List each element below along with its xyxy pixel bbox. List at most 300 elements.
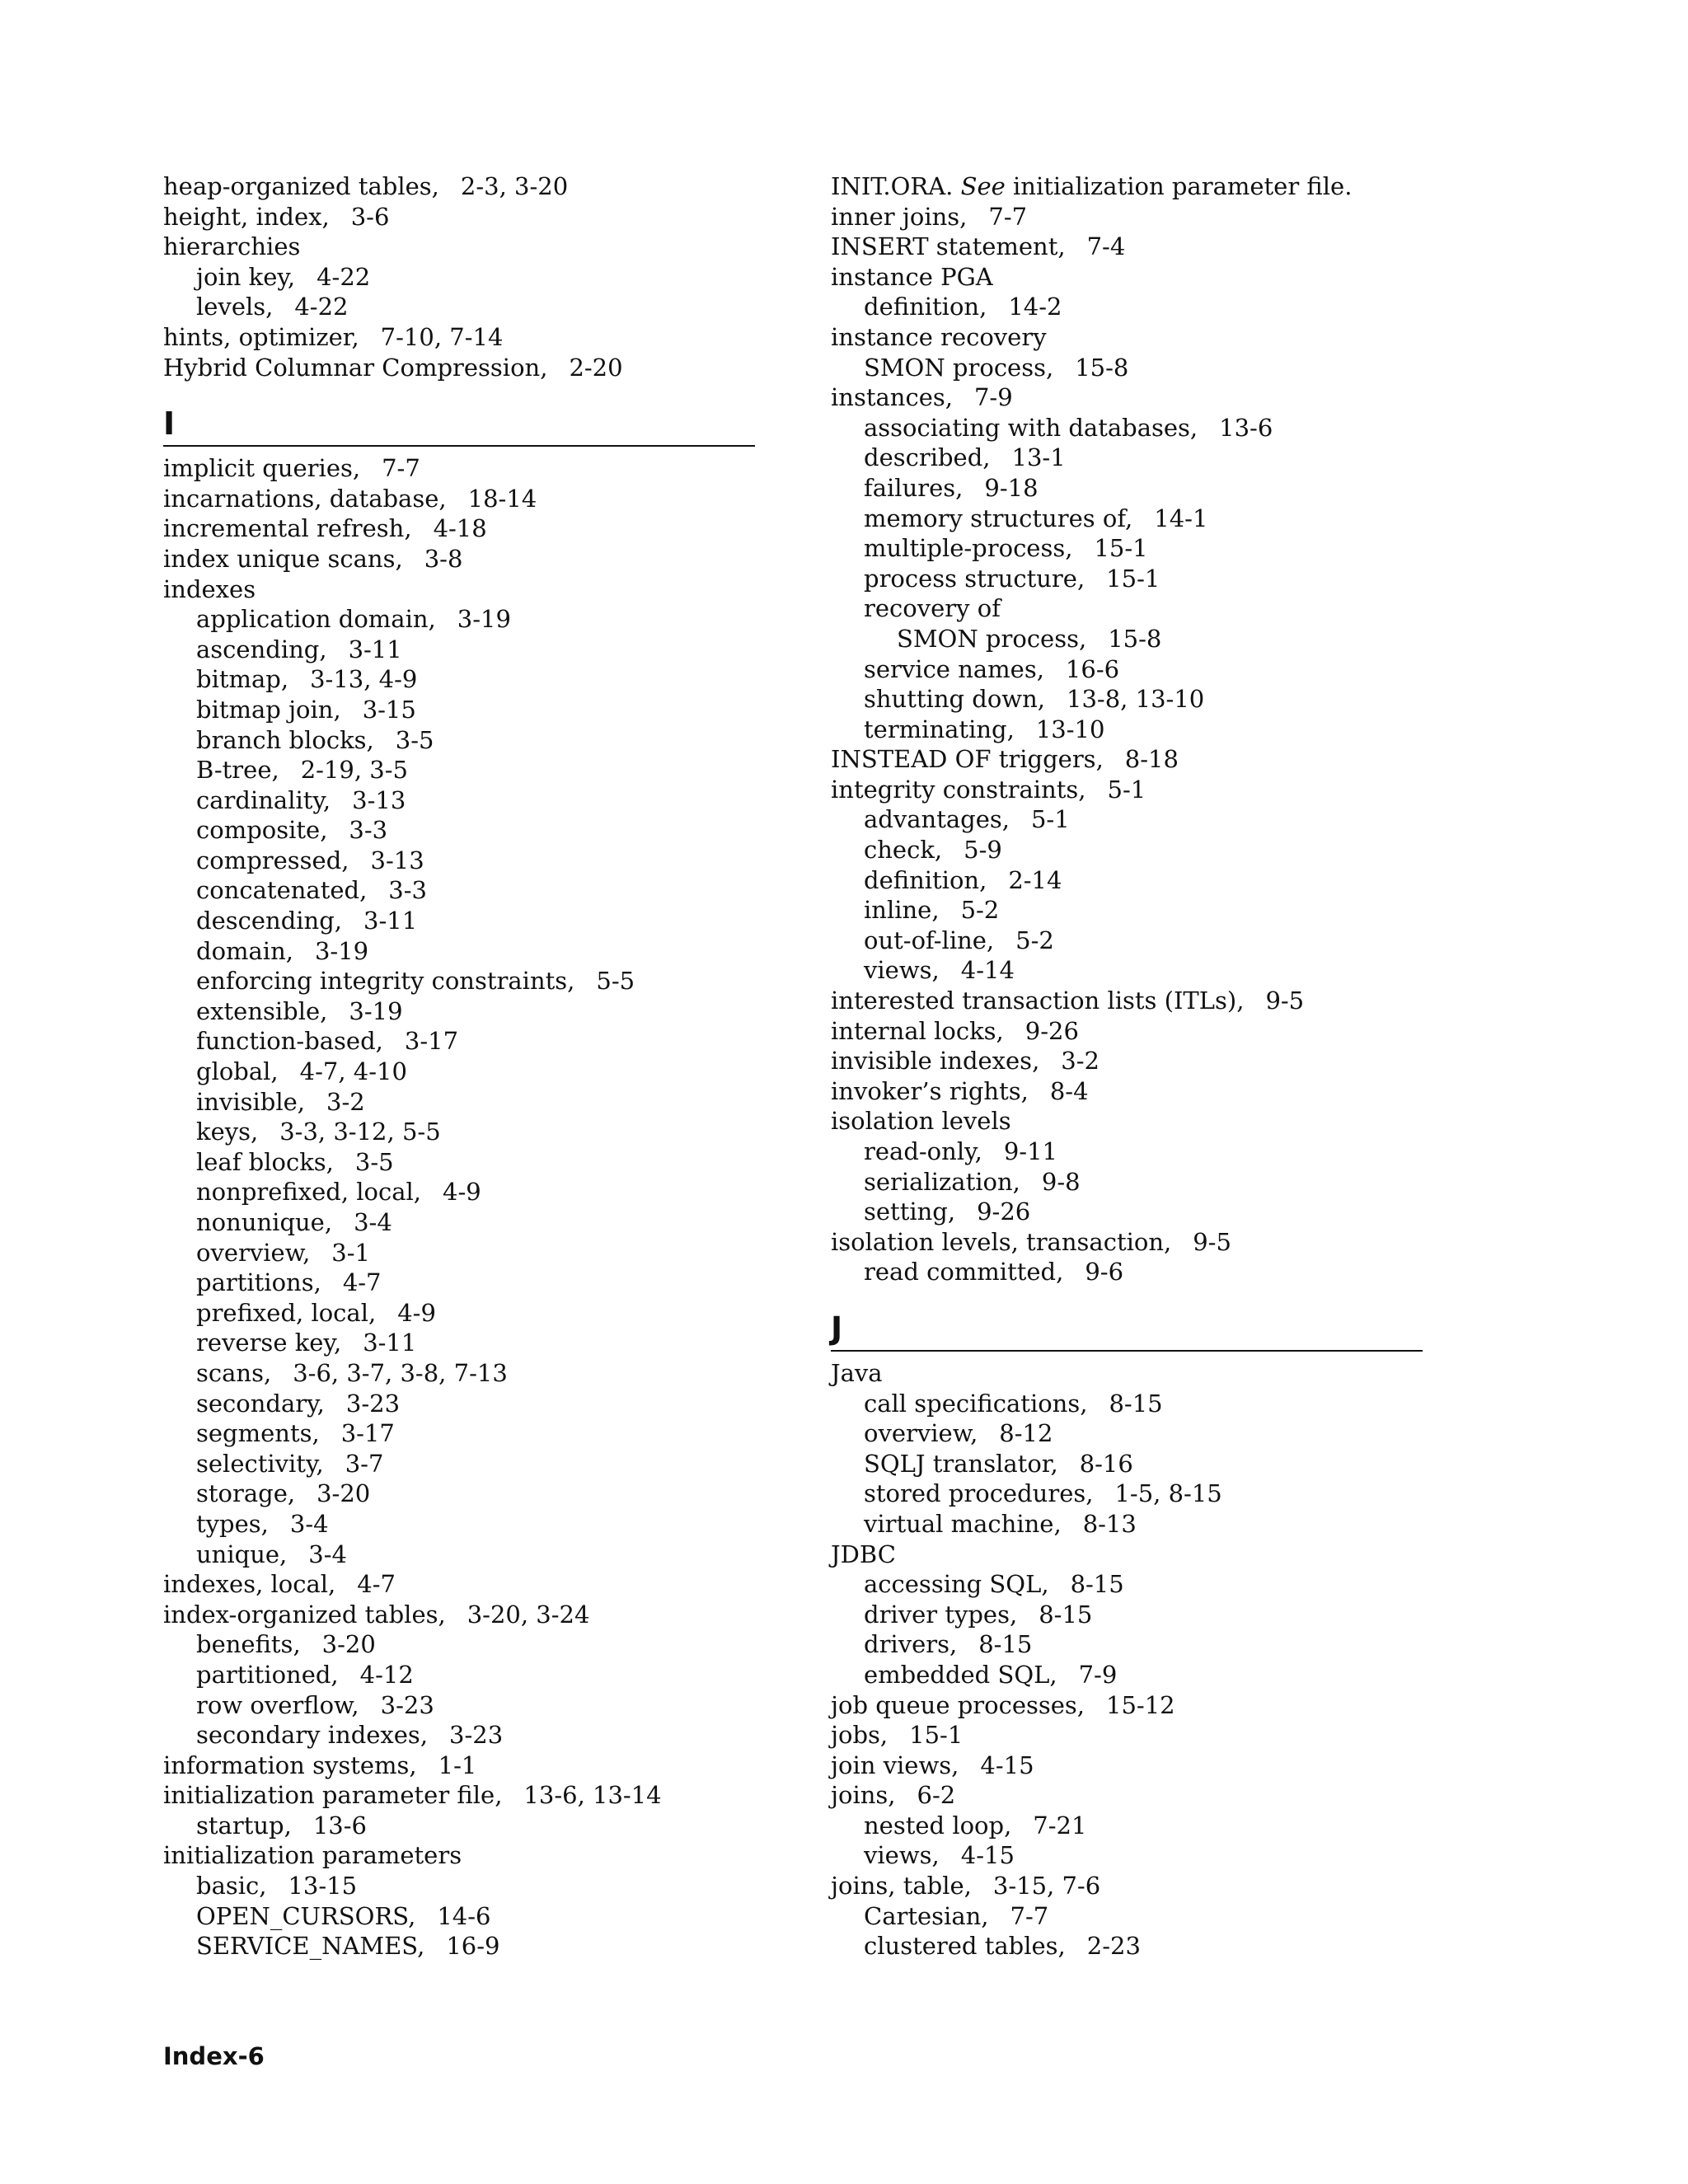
index-subentry — [163, 664, 757, 695]
index-term: Java — [831, 1358, 883, 1387]
index-term: bitmap, — [196, 665, 289, 694]
index-term: descending, — [196, 907, 342, 935]
index-subentry — [163, 1811, 757, 1841]
index-page-refs: 3-20 — [316, 1479, 371, 1508]
index-term: drivers, — [864, 1630, 958, 1659]
index-term: advantages, — [864, 805, 1010, 834]
index-term: unique, — [196, 1540, 288, 1568]
index-subentry — [163, 1540, 757, 1570]
index-term: isolation levels, transaction, — [831, 1227, 1172, 1256]
index-page-refs: 8-15 — [1070, 1570, 1124, 1599]
index-page-refs: 4-22 — [316, 262, 371, 291]
index-subentry — [163, 815, 757, 846]
index-subentry — [831, 473, 1424, 504]
index-term: implicit queries, — [163, 454, 361, 483]
index-term: heap-organized tables, — [163, 172, 439, 200]
index-term: SMON process, — [864, 353, 1054, 382]
index-page-refs: 3-17 — [340, 1419, 395, 1448]
index-entry — [163, 1840, 757, 1871]
index-subentry — [831, 1931, 1424, 1961]
index-subentry — [163, 1238, 757, 1268]
index-page-refs: 3-15 — [362, 695, 416, 724]
index-term: scans, — [196, 1358, 272, 1387]
index-page-refs: 9-8 — [1041, 1167, 1081, 1196]
index-page-refs: 3-1 — [331, 1238, 370, 1267]
index-term: global, — [196, 1057, 279, 1086]
index-page-refs: 15-1 — [1094, 534, 1148, 563]
index-subentry — [831, 1660, 1424, 1690]
index-page-refs: 4-7 — [342, 1268, 382, 1297]
index-term: definition, — [864, 865, 987, 894]
index-page-refs: 4-18 — [433, 514, 487, 543]
index-subentry — [831, 292, 1424, 322]
index-page-refs: 1-5, 8-15 — [1114, 1479, 1222, 1508]
index-page-refs: 3-4 — [289, 1509, 329, 1538]
index-entry — [831, 1106, 1424, 1137]
index-subentry — [163, 1298, 757, 1329]
index-entry — [163, 322, 757, 353]
index-page-refs: 7-7 — [988, 202, 1028, 231]
index-entry — [831, 322, 1424, 353]
index-term: read committed, — [864, 1258, 1064, 1286]
index-term: invisible indexes, — [831, 1047, 1040, 1076]
index-page-refs: 3-5 — [395, 725, 434, 754]
index-subentry — [831, 1479, 1424, 1509]
index-entry — [831, 1540, 1424, 1570]
index-page-refs: 14-1 — [1154, 504, 1208, 532]
index-term: service names, — [864, 654, 1044, 683]
index-entry — [831, 1780, 1424, 1811]
index-subentry — [831, 684, 1424, 715]
index-term: secondary indexes, — [196, 1721, 429, 1750]
index-entry — [831, 1016, 1424, 1047]
index-section-heading: I — [163, 382, 755, 447]
index-term: index unique scans, — [163, 544, 403, 573]
index-term: INSERT statement, — [831, 232, 1066, 261]
index-term: partitioned, — [196, 1660, 339, 1689]
index-page-refs: 3-2 — [1061, 1047, 1100, 1076]
index-page-refs: 4-9 — [443, 1178, 481, 1207]
index-page-refs: 5-2 — [1015, 926, 1054, 954]
index-term: Hybrid Columnar Compression, — [163, 353, 548, 382]
index-page-refs: 4-7, 4-10 — [299, 1057, 407, 1086]
index-entry — [163, 453, 757, 484]
index-entry — [831, 1720, 1424, 1750]
index-term: terminating, — [864, 715, 1015, 743]
index-entry — [831, 1046, 1424, 1076]
index-subentry — [831, 1509, 1424, 1540]
index-page-refs: 3-6, 3-7, 3-8, 7-13 — [293, 1358, 508, 1387]
index-page-refs: 3-17 — [404, 1027, 459, 1056]
index-term: basic, — [196, 1872, 267, 1900]
index-page-refs: 5-5 — [596, 967, 635, 996]
index-page-refs: 3-23 — [345, 1389, 401, 1418]
index-page-refs: 4-12 — [359, 1660, 414, 1689]
index-term: shutting down, — [864, 685, 1046, 714]
index-term: joins, — [831, 1781, 896, 1810]
index-subentry — [163, 1389, 757, 1419]
index-page-refs: 8-13 — [1082, 1509, 1137, 1538]
index-term: SERVICE_NAMES, — [196, 1932, 425, 1961]
index-entry — [163, 1750, 757, 1781]
index-entry — [831, 171, 1424, 202]
index-column-left — [163, 171, 757, 1961]
index-subentry — [831, 1600, 1424, 1630]
index-term: domain, — [196, 936, 293, 965]
index-page-refs: 2-19, 3-5 — [300, 756, 409, 785]
index-page-refs: 8-18 — [1124, 745, 1179, 774]
index-subentry — [831, 353, 1424, 383]
index-page-refs: 8-16 — [1079, 1449, 1133, 1478]
index-page-refs: 8-15 — [1109, 1389, 1163, 1418]
index-subentry — [163, 1087, 757, 1118]
index-page-refs: 9-26 — [1025, 1016, 1079, 1045]
index-term: setting, — [864, 1197, 956, 1226]
index-subentry — [163, 292, 757, 322]
index-term: isolation levels — [831, 1107, 1011, 1136]
index-page-refs: 13-8, 13-10 — [1067, 685, 1205, 714]
index-entry — [831, 382, 1424, 413]
index-entry — [831, 232, 1424, 262]
index-subentry — [163, 1207, 757, 1238]
index-subentry — [831, 804, 1424, 835]
index-term: read-only, — [864, 1137, 982, 1165]
index-subentry — [163, 936, 757, 967]
index-subentry — [831, 715, 1424, 745]
index-entry — [831, 1076, 1424, 1107]
index-entry — [831, 744, 1424, 775]
index-page-refs: 3-4 — [308, 1540, 347, 1568]
index-page-refs: 7-7 — [1010, 1901, 1049, 1930]
index-page-refs: 2-14 — [1008, 865, 1062, 894]
index-page-refs: 13-6 — [1219, 413, 1273, 442]
index-page-refs: 5-1 — [1107, 775, 1146, 804]
index-term: inner joins, — [831, 202, 968, 231]
index-term: index-organized tables, — [163, 1600, 446, 1629]
index-subentry — [831, 865, 1424, 896]
index-subentry — [163, 1057, 757, 1087]
index-subentry — [163, 1268, 757, 1298]
index-page-refs: 18-14 — [467, 484, 537, 513]
index-term: process structure, — [864, 564, 1085, 593]
index-page-refs: 2-20 — [569, 353, 623, 382]
index-entry — [163, 1600, 757, 1630]
index-term: associating with databases, — [864, 413, 1198, 442]
index-page-refs: 3-19 — [349, 996, 403, 1025]
index-page-refs: 4-7 — [357, 1570, 396, 1599]
index-page-refs: 2-23 — [1086, 1932, 1141, 1961]
index-term: keys, — [196, 1118, 259, 1146]
index-term: jobs, — [831, 1721, 889, 1750]
index-term: driver types, — [864, 1600, 1018, 1629]
index-term: internal locks, — [831, 1016, 1004, 1045]
index-term: indexes, local, — [163, 1570, 336, 1599]
index-subentry — [831, 504, 1424, 534]
index-subentry — [163, 1931, 757, 1961]
index-term: hierarchies — [163, 232, 301, 261]
index-term: composite, — [196, 816, 328, 845]
index-entry — [163, 171, 757, 202]
index-page-refs: 7-10, 7-14 — [380, 322, 504, 351]
index-page-refs: 9-26 — [977, 1197, 1031, 1226]
index-page-refs: 3-4 — [354, 1208, 392, 1236]
index-page-refs: 1-1 — [438, 1750, 477, 1779]
index-subentry — [831, 443, 1424, 473]
index-page-refs: 3-2 — [326, 1087, 365, 1116]
index-term: compressed, — [196, 846, 349, 874]
index-page-refs: 4-22 — [294, 293, 349, 321]
index-term: overview, — [196, 1238, 311, 1267]
index-term: JDBC — [831, 1540, 896, 1568]
index-page-refs: 4-15 — [960, 1841, 1015, 1870]
index-subentry — [831, 413, 1424, 443]
index-subentry — [163, 604, 757, 635]
index-entry — [831, 986, 1424, 1016]
index-subentry — [163, 695, 757, 725]
index-page-refs: 14-2 — [1008, 293, 1062, 321]
index-subentry — [163, 966, 757, 996]
index-term: multiple-process, — [864, 534, 1073, 563]
index-page-refs: 9-6 — [1085, 1258, 1124, 1286]
index-entry — [163, 1569, 757, 1600]
index-entry — [163, 513, 757, 544]
index-page-refs: 13-1 — [1011, 443, 1066, 472]
index-subentry — [831, 1389, 1424, 1419]
index-subentry — [163, 875, 757, 906]
index-term: out-of-line, — [864, 926, 995, 954]
index-entry — [163, 544, 757, 574]
index-subentry — [831, 593, 1424, 624]
index-term: B-tree, — [196, 756, 279, 785]
index-term: interested transaction lists (ITLs), — [831, 987, 1245, 1015]
index-term: segments, — [196, 1419, 320, 1448]
index-page-refs: 3-3, 3-12, 5-5 — [279, 1118, 441, 1146]
index-entry — [831, 775, 1424, 805]
index-subentry — [163, 1509, 757, 1540]
index-term: accessing SQL, — [864, 1570, 1049, 1599]
index-entry — [163, 353, 757, 383]
index-term: secondary, — [196, 1389, 325, 1418]
index-subentry — [163, 1449, 757, 1479]
index-page-refs: 13-10 — [1035, 715, 1105, 743]
index-entry — [163, 484, 757, 514]
index-subentry — [163, 1418, 757, 1449]
index-term: reverse key, — [196, 1329, 342, 1357]
index-term: stored procedures, — [864, 1479, 1094, 1508]
index-term: call specifications, — [864, 1389, 1088, 1418]
index-term: serialization, — [864, 1167, 1020, 1196]
index-page-refs: 13-15 — [288, 1872, 358, 1900]
index-page-refs: 4-15 — [980, 1750, 1034, 1779]
index-term: join views, — [831, 1750, 959, 1779]
index-term: overview, — [864, 1419, 978, 1448]
index-page-refs: 7-4 — [1086, 232, 1126, 261]
index-entry — [163, 202, 757, 232]
index-term: extensible, — [196, 996, 328, 1025]
index-subentry — [163, 1629, 757, 1660]
index-subentry — [831, 624, 1424, 654]
index-page-refs: 3-23 — [380, 1690, 434, 1719]
index-page-refs: 3-5 — [354, 1147, 394, 1176]
index-page-refs: 7-21 — [1033, 1811, 1087, 1840]
index-page-refs: 3-11 — [348, 635, 402, 663]
index-entry — [831, 1358, 1424, 1389]
index-term: joins, table, — [831, 1872, 972, 1900]
index-term: embedded SQL, — [864, 1660, 1057, 1689]
index-term: storage, — [196, 1479, 296, 1508]
index-page-refs: 3-3 — [349, 816, 388, 845]
index-subentry — [163, 1660, 757, 1690]
index-page-refs: 4-9 — [397, 1298, 436, 1327]
index-page-refs: 3-11 — [363, 1329, 417, 1357]
index-term: instance recovery — [831, 322, 1047, 351]
index-subentry — [831, 533, 1424, 564]
index-term: invoker’s rights, — [831, 1076, 1029, 1105]
index-term: nonprefixed, local, — [196, 1178, 422, 1207]
index-page-refs: 5-2 — [960, 896, 1000, 925]
index-term: SQLJ translator, — [864, 1449, 1058, 1478]
index-term: SMON process, — [897, 624, 1087, 653]
index-subentry — [831, 1418, 1424, 1449]
index-subentry — [831, 926, 1424, 956]
index-subentry — [831, 1901, 1424, 1932]
index-page-refs: 4-14 — [960, 956, 1015, 985]
index-subentry — [163, 1117, 757, 1147]
index-page-refs: 3-7 — [345, 1449, 384, 1478]
index-term: nonunique, — [196, 1208, 333, 1236]
index-subentry — [163, 755, 757, 785]
index-subentry — [831, 1167, 1424, 1197]
index-term: application domain, — [196, 605, 436, 634]
index-term: clustered tables, — [864, 1932, 1066, 1961]
index-page-refs: 15-1 — [909, 1721, 964, 1750]
index-subentry — [163, 846, 757, 876]
index-subentry — [831, 955, 1424, 986]
index-subentry — [163, 1720, 757, 1750]
index-page-refs: 16-9 — [446, 1932, 500, 1961]
index-page-refs: 3-13 — [370, 846, 424, 874]
index-page-refs: 15-1 — [1106, 564, 1160, 593]
index-term: views, — [864, 1841, 940, 1870]
index-page-refs: 3-19 — [314, 936, 369, 965]
index-entry — [163, 1780, 757, 1811]
index-page-refs: 3-11 — [363, 907, 418, 935]
index-term: incremental refresh, — [163, 514, 412, 543]
index-page-refs: 5-9 — [964, 836, 1002, 865]
index-page-refs: 3-8 — [424, 544, 463, 573]
index-entry — [163, 574, 757, 605]
index-subentry — [163, 1177, 757, 1207]
index-term: types, — [196, 1509, 269, 1538]
index-subentry — [831, 1257, 1424, 1287]
index-term: integrity constraints, — [831, 775, 1086, 804]
index-entry — [831, 262, 1424, 293]
index-term: enforcing integrity constraints, — [196, 967, 575, 996]
index-entry — [831, 1750, 1424, 1781]
index-page-refs: 8-12 — [999, 1419, 1053, 1448]
index-page-refs: 9-5 — [1265, 987, 1305, 1015]
index-term: cardinality, — [196, 785, 331, 814]
index-page-refs: 8-4 — [1049, 1076, 1089, 1105]
see-reference-target: initialization parameter file. — [1013, 172, 1353, 200]
index-subentry — [831, 1137, 1424, 1167]
index-subentry — [831, 1629, 1424, 1660]
index-term: prefixed, local, — [196, 1298, 377, 1327]
index-term: OPEN_CURSORS, — [196, 1901, 416, 1930]
index-subentry — [831, 1197, 1424, 1227]
index-page-refs: 3-13, 4-9 — [310, 665, 418, 694]
index-subentry — [831, 895, 1424, 926]
index-term: Cartesian, — [864, 1901, 989, 1930]
index-page-refs: 9-11 — [1003, 1137, 1057, 1165]
index-subentry — [163, 996, 757, 1027]
index-term: function-based, — [196, 1027, 383, 1056]
index-term: partitions, — [196, 1268, 321, 1297]
index-subentry — [831, 1449, 1424, 1479]
index-term: initialization parameter file, — [163, 1781, 503, 1810]
see-reference-word: See — [960, 172, 1006, 200]
index-subentry — [163, 1026, 757, 1057]
index-subentry — [163, 262, 757, 293]
index-term: nested loop, — [864, 1811, 1012, 1840]
index-term: initialization parameters — [163, 1841, 462, 1870]
index-term: join key, — [196, 262, 296, 291]
index-term: levels, — [196, 293, 274, 321]
index-term: height, index, — [163, 202, 330, 231]
index-page-refs: 3-20 — [321, 1630, 376, 1659]
index-page-refs: 7-7 — [382, 454, 420, 483]
index-page-refs: 6-2 — [917, 1781, 956, 1810]
index-subentry — [831, 1811, 1424, 1841]
index-subentry — [163, 1690, 757, 1721]
index-term: concatenated, — [196, 876, 368, 905]
index-subentry — [831, 1569, 1424, 1600]
index-page-refs: 14-6 — [437, 1901, 491, 1930]
index-term: INIT.ORA. — [831, 172, 954, 200]
index-term: job queue processes, — [831, 1690, 1085, 1719]
index-subentry — [831, 564, 1424, 594]
page-footer-label: Index-6 — [163, 2042, 265, 2070]
index-term: branch blocks, — [196, 725, 374, 754]
index-term: instances, — [831, 383, 953, 412]
index-page-refs: 15-12 — [1106, 1690, 1175, 1719]
index-term: startup, — [196, 1811, 292, 1840]
index-subentry — [831, 1840, 1424, 1871]
index-entry — [831, 1227, 1424, 1258]
index-term: check, — [864, 836, 943, 865]
index-term: virtual machine, — [864, 1509, 1062, 1538]
index-page-refs: 15-8 — [1108, 624, 1162, 653]
index-term: INSTEAD OF triggers, — [831, 745, 1104, 774]
index-page-refs: 9-18 — [984, 473, 1039, 502]
index-term: recovery of — [864, 594, 1001, 623]
index-page-refs: 13-6, 13-14 — [523, 1781, 662, 1810]
index-entry — [163, 232, 757, 262]
index-page-refs: 7-9 — [1078, 1660, 1118, 1689]
index-subentry — [163, 1358, 757, 1389]
index-subentry — [163, 635, 757, 665]
index-term: benefits, — [196, 1630, 301, 1659]
index-subentry — [163, 906, 757, 936]
index-subentry — [163, 725, 757, 756]
index-term: invisible, — [196, 1087, 305, 1116]
index-page-refs: 13-6 — [312, 1811, 367, 1840]
index-entry — [831, 1690, 1424, 1721]
index-page-refs: 7-9 — [973, 383, 1013, 412]
index-page-refs: 9-5 — [1193, 1227, 1231, 1256]
index-term: incarnations, database, — [163, 484, 447, 513]
index-page-refs: 5-1 — [1030, 805, 1070, 834]
